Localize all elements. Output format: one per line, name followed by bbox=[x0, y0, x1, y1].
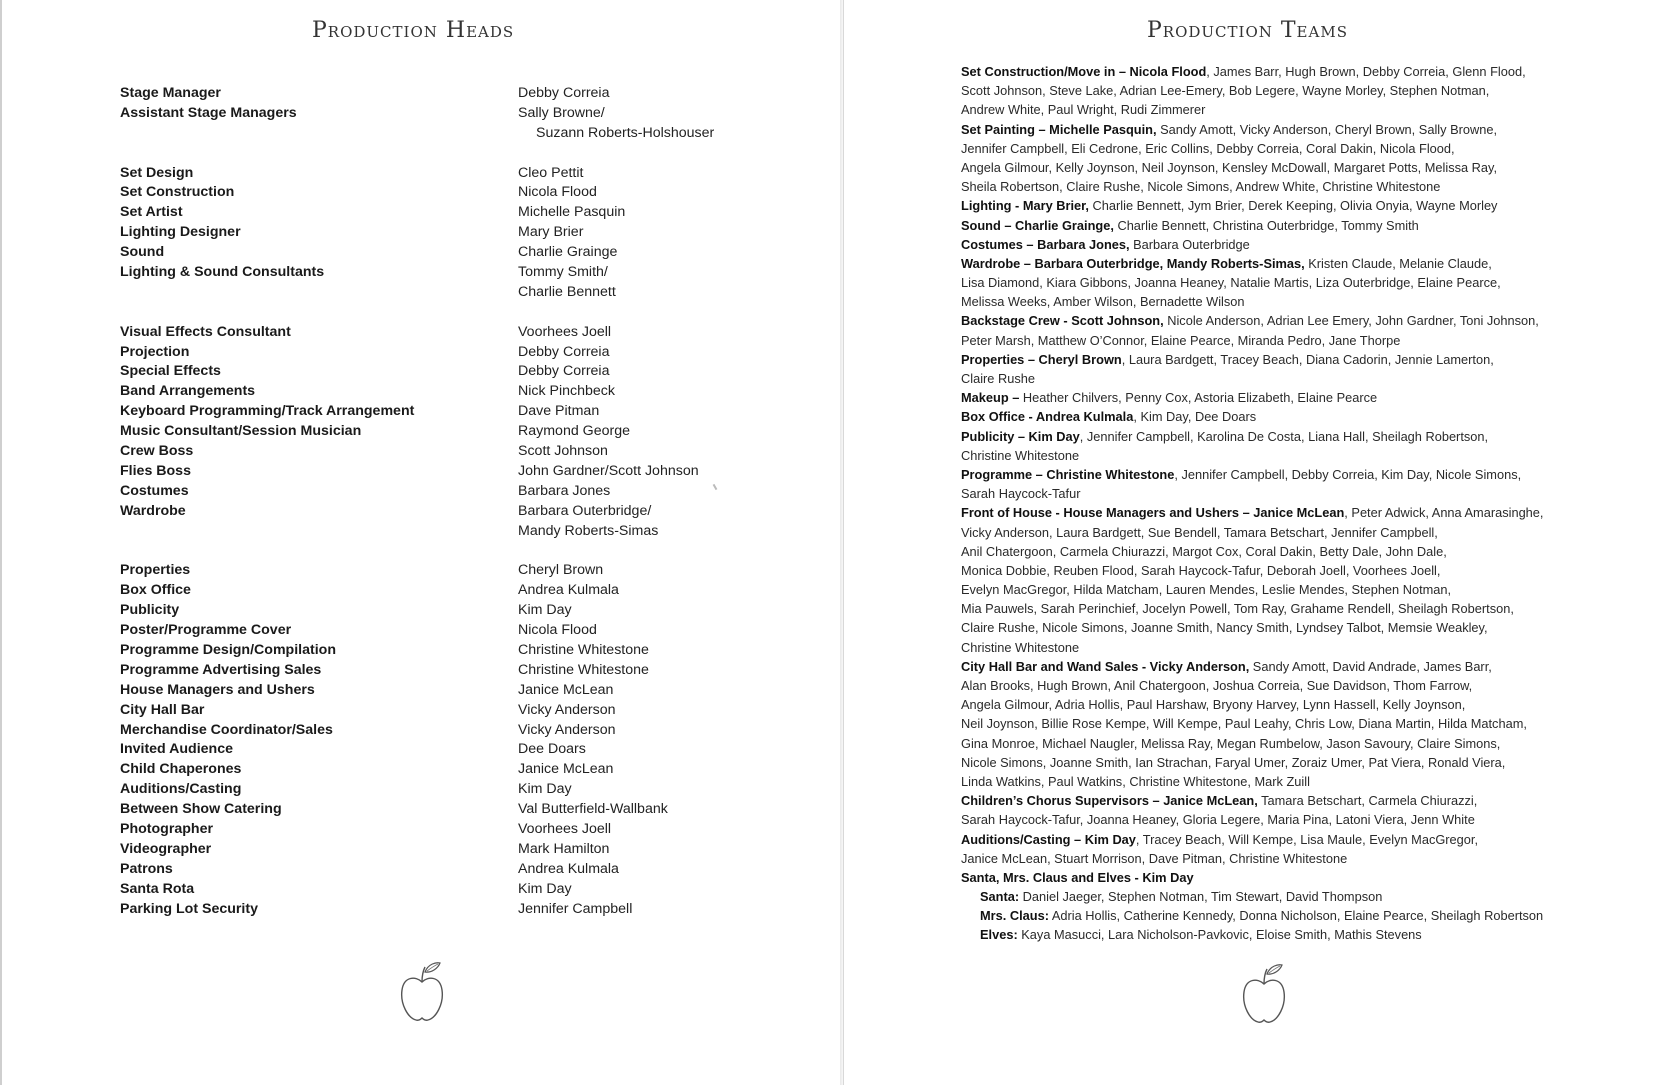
team-heading: Set Construction/Move in – Nicola Flood bbox=[961, 64, 1207, 79]
team-heading: Lighting - Mary Brier, bbox=[961, 198, 1089, 214]
team-members: Barbara Outerbridge bbox=[1129, 236, 1250, 252]
person-name: Val Butterfield-Wallbank bbox=[518, 801, 668, 818]
role-label: Poster/Programme Cover bbox=[120, 622, 292, 639]
role-label: Santa Rota bbox=[120, 880, 195, 897]
role-label: City Hall Bar bbox=[120, 701, 205, 718]
person-name: Kim Day bbox=[518, 880, 572, 897]
role-label: Programme Design/Compilation bbox=[120, 641, 336, 658]
team-line bbox=[961, 638, 1601, 657]
role-label: Merchandise Coordinator/Sales bbox=[120, 721, 333, 738]
team-members: Sarah Haycock-Tafur bbox=[961, 486, 1081, 502]
person-name: Voorhees Joell bbox=[518, 820, 612, 837]
person-name: Debby Correia bbox=[518, 363, 610, 380]
team-members: Angela Gilmour, Kelly Joynson, Neil Joynson, Kensley McDowall, Margaret Potts, Melissa Ray, bbox=[961, 159, 1498, 175]
team-members: Charlie Bennett, Jym Brier, Derek Keeping, Olivia Onyia, Wayne Morley bbox=[1088, 198, 1498, 214]
team-line bbox=[961, 887, 1601, 906]
team-members: Andrew White, Paul Wright, Rudi Zimmerer bbox=[961, 102, 1206, 118]
role-label: Programme Advertising Sales bbox=[120, 661, 322, 678]
team-members: Scott Johnson, Steve Lake, Adrian Lee-Emery, Bob Legere, Wayne Morley, Stephen Notman, bbox=[961, 83, 1490, 99]
person-name: Michelle Pasquin bbox=[518, 204, 626, 221]
team-members: Kristen Claude, Melanie Claude, bbox=[1304, 255, 1492, 271]
team-line bbox=[961, 407, 1601, 426]
role-label: Stage Manager bbox=[120, 85, 221, 101]
role-label: Special Effects bbox=[120, 363, 221, 380]
team-line bbox=[961, 292, 1601, 311]
person-name: Debby Correia bbox=[518, 343, 610, 360]
team-members: Daniel Jaeger, Stephen Notman, Tim Stewart, David Thompson bbox=[1019, 889, 1383, 905]
team-line bbox=[961, 100, 1601, 119]
role-label: Box Office bbox=[120, 582, 191, 599]
team-line bbox=[961, 81, 1601, 100]
team-heading: Mrs. Claus: bbox=[980, 908, 1049, 924]
team-heading: Wardrobe – Barbara Outerbridge, Mandy Roberts-Simas, bbox=[961, 255, 1305, 271]
role-label: Projection bbox=[120, 343, 190, 360]
team-line bbox=[961, 561, 1601, 580]
team-line bbox=[961, 273, 1601, 292]
role-label: Child Chaperones bbox=[120, 761, 242, 778]
team-members: Tamara Betschart, Carmela Chiurazzi, bbox=[1257, 793, 1478, 809]
team-line bbox=[961, 523, 1601, 542]
team-members: Nicole Anderson, Adrian Lee Emery, John Gardner, Toni Johnson, bbox=[1163, 313, 1539, 329]
role-label: Lighting & Sound Consultants bbox=[120, 264, 325, 281]
team-members: Linda Watkins, Paul Watkins, Christine Whitestone, Mark Zuill bbox=[961, 773, 1310, 789]
team-members: Sarah Haycock-Tafur, Joanna Heaney, Gloria Legere, Maria Pina, Latoni Viera, Jenn White bbox=[961, 812, 1475, 828]
team-members: Lisa Diamond, Kiara Gibbons, Joanna Heaney, Natalie Martis, Liza Outerbridge, Elaine Pearce, bbox=[961, 275, 1501, 291]
team-members: , Jennifer Campbell, Karolina De Costa, Liana Hall, Sheilagh Robertson, bbox=[1079, 428, 1489, 444]
team-members: Jennifer Campbell, Eli Cedrone, Eric Collins, Debby Correia, Coral Dakin, Nicola Flood, bbox=[961, 140, 1455, 156]
team-line bbox=[961, 427, 1601, 446]
role-label: Invited Audience bbox=[120, 741, 233, 758]
team-line bbox=[961, 868, 1601, 887]
team-line bbox=[961, 599, 1601, 618]
team-line bbox=[961, 734, 1601, 753]
team-heading: Sound – Charlie Grainge, bbox=[961, 217, 1114, 233]
person-name: Mary Brier bbox=[518, 224, 584, 241]
team-line bbox=[961, 216, 1601, 235]
team-members: Nicole Simons, Joanne Smith, Ian Strachan, Faryal Umer, Zoraiz Umer, Pat Viera, Ronald Viera, bbox=[961, 754, 1506, 770]
role-label: Publicity bbox=[120, 602, 180, 619]
person-name: Jennifer Campbell bbox=[518, 900, 633, 917]
role-label: Properties bbox=[120, 562, 191, 579]
role-label: Lighting Designer bbox=[120, 224, 241, 241]
team-members: , Peter Adwick, Anna Amarasinghe, bbox=[1344, 505, 1544, 521]
role-label: Costumes bbox=[120, 482, 189, 499]
person-name: Charlie Bennett bbox=[518, 283, 616, 300]
team-line bbox=[961, 62, 1601, 81]
team-line bbox=[961, 714, 1601, 733]
team-heading: Children’s Chorus Supervisors – Janice McLean, bbox=[961, 793, 1258, 809]
team-heading: Santa: bbox=[980, 889, 1020, 905]
person-name: Dee Doars bbox=[518, 741, 586, 758]
person-name: Kim Day bbox=[518, 602, 572, 619]
team-members: Gina Monroe, Michael Naugler, Melissa Ray, Megan Rumbelow, Jason Savoury, Claire Simons, bbox=[961, 735, 1501, 751]
person-name: Cleo Pettit bbox=[518, 164, 584, 181]
person-name: Janice McLean bbox=[518, 681, 614, 698]
role-label: Band Arrangements bbox=[120, 383, 256, 400]
team-members: Sandy Amott, David Andrade, James Barr, bbox=[1249, 658, 1492, 674]
team-line bbox=[961, 484, 1601, 503]
person-name: Voorhees Joell bbox=[518, 323, 612, 340]
person-name: Nick Pinchbeck bbox=[518, 383, 615, 400]
team-members: , James Barr, Hugh Brown, Debby Correia, Glenn Flood, bbox=[1206, 64, 1526, 79]
person-name: Mandy Roberts-Simas bbox=[518, 522, 659, 539]
person-name: Mark Hamilton bbox=[518, 840, 610, 857]
team-line bbox=[961, 925, 1601, 944]
person-name: Christine Whitestone bbox=[518, 661, 649, 678]
role-label: Set Construction bbox=[120, 184, 235, 201]
apple-icon bbox=[1240, 962, 1288, 1028]
team-members: Alan Brooks, Hugh Brown, Anil Chatergoon, Joshua Correia, Sue Davidson, Thom Farrow, bbox=[961, 678, 1473, 693]
team-members: Monica Dobbie, Reuben Flood, Sarah Haycock-Tafur, Deborah Joell, Voorhees Joell, bbox=[961, 562, 1441, 578]
team-line bbox=[961, 753, 1601, 772]
team-members: Christine Whitestone bbox=[961, 639, 1080, 655]
person-name: Andrea Kulmala bbox=[518, 582, 619, 599]
team-heading: Set Painting – Michelle Pasquin, bbox=[961, 121, 1157, 137]
role-label: Parking Lot Security bbox=[120, 900, 258, 917]
team-line bbox=[961, 906, 1601, 925]
team-members: Kaya Masucci, Lara Nicholson-Pavkovic, Eloise Smith, Mathis Stevens bbox=[1017, 927, 1422, 943]
team-members: , Tracey Beach, Will Kempe, Lisa Maule, Evelyn MacGregor, bbox=[1135, 831, 1479, 847]
right-page bbox=[843, 0, 1680, 1085]
team-line bbox=[961, 676, 1601, 695]
person-name: Sally Browne/ bbox=[518, 104, 605, 121]
person-name: Vicky Anderson bbox=[518, 701, 616, 718]
team-heading: Costumes – Barbara Jones, bbox=[961, 236, 1130, 252]
team-heading: Publicity – Kim Day bbox=[961, 428, 1080, 444]
team-line bbox=[961, 350, 1601, 369]
team-line bbox=[961, 369, 1601, 388]
team-line bbox=[961, 503, 1601, 522]
role-label: Between Show Catering bbox=[120, 801, 282, 818]
team-members: , Jennifer Campbell, Debby Correia, Kim Day, Nicole Simons, bbox=[1174, 466, 1522, 482]
page-title: Production Heads bbox=[312, 18, 515, 43]
person-name: Nicola Flood bbox=[518, 184, 597, 201]
role-label: Wardrobe bbox=[120, 502, 186, 519]
team-members: Evelyn MacGregor, Hilda Matcham, Lauren Mendes, Leslie Mendes, Stephen Notman, bbox=[961, 582, 1452, 598]
team-line bbox=[961, 791, 1601, 810]
team-members: Claire Rushe bbox=[961, 371, 1035, 386]
person-name: Christine Whitestone bbox=[518, 641, 649, 658]
role-label: Crew Boss bbox=[120, 443, 194, 460]
team-members: Claire Rushe, Nicole Simons, Joanne Smith, Nancy Smith, Lyndsey Talbot, Memsie Weakley, bbox=[961, 620, 1488, 636]
production-teams-list bbox=[961, 62, 1601, 945]
role-label: Visual Effects Consultant bbox=[120, 323, 291, 340]
team-line bbox=[961, 657, 1601, 676]
team-members: , Kim Day, Dee Doars bbox=[1133, 409, 1257, 425]
person-name: John Gardner/Scott Johnson bbox=[518, 462, 699, 479]
team-line bbox=[961, 849, 1601, 868]
team-heading: Santa, Mrs. Claus and Elves - Kim Day bbox=[961, 869, 1194, 885]
team-line bbox=[961, 772, 1601, 791]
person-name: Charlie Grainge bbox=[518, 244, 618, 261]
team-line bbox=[961, 158, 1601, 177]
team-line bbox=[961, 830, 1601, 849]
team-heading: Programme – Christine Whitestone bbox=[961, 466, 1175, 482]
team-heading: Backstage Crew - Scott Johnson, bbox=[961, 313, 1164, 329]
team-line bbox=[961, 388, 1601, 407]
team-line bbox=[961, 254, 1601, 273]
team-line bbox=[961, 810, 1601, 829]
team-members: Vicky Anderson, Laura Bardgett, Sue Bendell, Tamara Betschart, Jennifer Campbell, bbox=[961, 524, 1438, 540]
team-members: Christine Whitestone bbox=[961, 447, 1080, 463]
team-line bbox=[961, 177, 1601, 196]
stray-mark bbox=[713, 484, 718, 490]
team-heading: Makeup – bbox=[961, 390, 1020, 406]
team-line bbox=[961, 542, 1601, 561]
team-members: Sheila Robertson, Claire Rushe, Nicole Simons, Andrew White, Christine Whitestone bbox=[961, 179, 1441, 195]
team-heading: City Hall Bar and Wand Sales - Vicky Anderson, bbox=[961, 658, 1250, 674]
person-name: Kim Day bbox=[518, 781, 572, 798]
person-name: Cheryl Brown bbox=[518, 562, 604, 579]
team-line bbox=[961, 235, 1601, 254]
role-label: Flies Boss bbox=[120, 462, 191, 479]
team-heading: Properties – Cheryl Brown bbox=[961, 351, 1122, 367]
role-label: Patrons bbox=[120, 860, 173, 877]
team-members: Angela Gilmour, Adria Hollis, Paul Harshaw, Bryony Harvey, Lynn Hassell, Kelly Joynson, bbox=[961, 697, 1466, 713]
person-name: Barbara Jones bbox=[518, 482, 611, 499]
person-name: Scott Johnson bbox=[518, 443, 608, 460]
role-label: Assistant Stage Managers bbox=[120, 104, 297, 121]
person-name: Vicky Anderson bbox=[518, 721, 616, 738]
team-heading: Box Office - Andrea Kulmala bbox=[961, 409, 1134, 425]
team-heading: Auditions/Casting – Kim Day bbox=[961, 831, 1136, 847]
team-members: Charlie Bennett, Christina Outerbridge, Tommy Smith bbox=[1113, 217, 1419, 233]
team-members: Adria Hollis, Catherine Kennedy, Donna Nicholson, Elaine Pearce, Sheilagh Robertson bbox=[1048, 908, 1544, 924]
team-line bbox=[961, 618, 1601, 637]
person-name: Andrea Kulmala bbox=[518, 860, 619, 877]
role-label: Set Design bbox=[120, 164, 194, 181]
team-line bbox=[961, 446, 1601, 465]
team-line bbox=[961, 580, 1601, 599]
apple-icon bbox=[398, 960, 446, 1026]
person-name: Barbara Outerbridge/ bbox=[518, 502, 652, 519]
team-heading: Elves: bbox=[980, 927, 1018, 943]
person-name: Janice McLean bbox=[518, 761, 614, 778]
person-name: Tommy Smith/ bbox=[518, 264, 608, 281]
person-name: Dave Pitman bbox=[518, 403, 600, 420]
team-line bbox=[961, 311, 1601, 330]
team-members: Anil Chatergoon, Carmela Chiurazzi, Margot Cox, Coral Dakin, Betty Dale, John Dale, bbox=[961, 543, 1447, 559]
role-label: House Managers and Ushers bbox=[120, 681, 315, 698]
page-title: Production Teams bbox=[1147, 18, 1348, 43]
role-label: Videographer bbox=[120, 840, 212, 857]
team-members: Neil Joynson, Billie Rose Kempe, Will Kempe, Paul Leahy, Chris Low, Diana Martin, Hilda Matcham, bbox=[961, 716, 1527, 732]
team-members: Heather Chilvers, Penny Cox, Astoria Elizabeth, Elaine Pearce bbox=[1019, 390, 1378, 406]
team-members: Janice McLean, Stuart Morrison, Dave Pitman, Christine Whitestone bbox=[961, 850, 1348, 866]
person-name: Debby Correia bbox=[518, 85, 610, 101]
team-line bbox=[961, 139, 1601, 158]
role-label: Auditions/Casting bbox=[120, 781, 242, 798]
team-line bbox=[961, 196, 1601, 215]
role-label: Set Artist bbox=[120, 204, 183, 221]
team-line bbox=[961, 695, 1601, 714]
team-members: Sandy Amott, Vicky Anderson, Cheryl Brown, Sally Browne, bbox=[1156, 121, 1498, 137]
team-line bbox=[961, 465, 1601, 484]
team-members: Mia Pauwels, Sarah Perinchief, Jocelyn Powell, Tom Ray, Grahame Rendell, Sheilagh Robertson, bbox=[961, 601, 1514, 617]
role-label: Music Consultant/Session Musician bbox=[120, 423, 362, 440]
role-label: Sound bbox=[120, 244, 165, 261]
team-members: , Laura Bardgett, Tracey Beach, Diana Cadorin, Jennie Lamerton, bbox=[1121, 351, 1494, 367]
role-label: Photographer bbox=[120, 820, 214, 837]
person-name: Raymond George bbox=[518, 423, 630, 440]
team-line bbox=[961, 331, 1601, 350]
team-members: Peter Marsh, Matthew O’Connor, Elaine Pearce, Miranda Pedro, Jane Thorpe bbox=[961, 332, 1401, 348]
person-name: Suzann Roberts-Holshouser bbox=[536, 124, 715, 141]
team-line bbox=[961, 120, 1601, 139]
person-name: Nicola Flood bbox=[518, 622, 597, 639]
team-members: Melissa Weeks, Amber Wilson, Bernadette Wilson bbox=[961, 294, 1245, 310]
role-label: Keyboard Programming/Track Arrangement bbox=[120, 403, 415, 420]
team-heading: Front of House - House Managers and Ushers – Janice McLean bbox=[961, 505, 1345, 521]
